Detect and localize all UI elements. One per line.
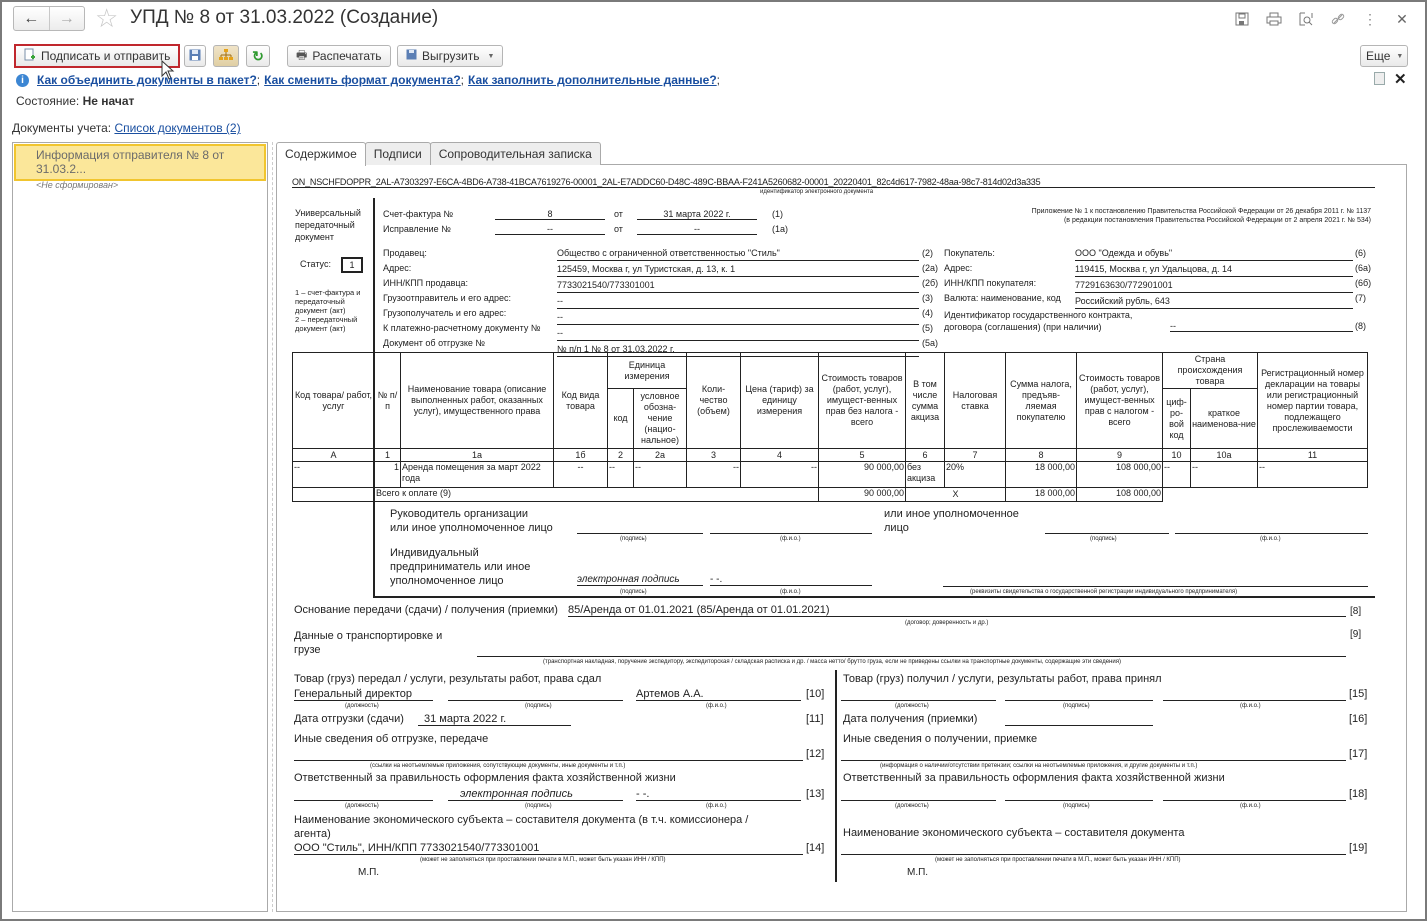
goods-table	[292, 352, 1368, 502]
resp-sign: электронная подпись	[448, 788, 623, 801]
ip-requisites-line	[943, 574, 1368, 587]
stamp-place: М.П.	[358, 867, 380, 878]
save-button[interactable]	[184, 45, 206, 67]
upd-label: Универсальный передаточный документ	[295, 208, 361, 242]
basis-value: 85/Аренда от 01.01.2021 (85/Аренда от 01.01.2021)	[568, 604, 1346, 617]
accountant-fio-line	[1175, 521, 1368, 534]
help-links: i Как объединить документы в пакет? ; Как сменить формат документа? ; Как заполнить дополнительные данные? ;	[16, 73, 724, 87]
buyer-values: ООО "Одежда и обувь" 119415, Москва г, ул Удальцова, д. 14 7729163630/772901001 Российский рубль, 643	[1075, 246, 1353, 310]
transfer-fio: Артемов А.А.	[636, 688, 801, 701]
window-actions	[1233, 10, 1411, 28]
entity-label: Наименование экономического субъекта – составителя документа (в т.ч. комиссионера / агента)	[294, 814, 749, 840]
table-row: -- 1 Аренда помещения за март 2022 года -- -- -- -- -- 90 000,00 без акциза 20% 18 000,00 108 000,00 -- -- --	[293, 462, 1368, 488]
header-qty: Коли-чество (объем)	[687, 353, 741, 449]
tab-cover-note[interactable]: Сопроводительная записка	[430, 142, 601, 165]
print-icon[interactable]	[1265, 10, 1283, 28]
appendix-note: Приложение № 1 к постановлению Правительства Российской Федерации от 26 декабря 2011 г. № 1137 (в редакции постановления Правительства Российской Федерации от 2 апреля 2021 г. № 534)	[1031, 208, 1371, 224]
correction-from: от	[614, 224, 623, 234]
total-cost-no-tax: 90 000,00	[819, 488, 906, 502]
link-icon[interactable]	[1329, 10, 1347, 28]
total-row	[293, 488, 1368, 502]
help-link-merge[interactable]: Как объединить документы в пакет?	[37, 73, 257, 87]
header-num: № п/п	[375, 353, 401, 449]
ship-date: 31 марта 2022 г.	[418, 713, 571, 726]
docs-list-link[interactable]: Список документов (2)	[114, 121, 241, 135]
disk-icon	[406, 49, 417, 63]
preview-icon[interactable]	[1297, 10, 1315, 28]
contract-value: --	[1170, 321, 1353, 332]
help-link-format[interactable]: Как сменить формат документа?	[264, 73, 461, 87]
total-excise: X	[906, 488, 1006, 502]
header-cost-no-tax: Стоимость товаров (работ, услуг), имущест-венных прав без налога - всего	[819, 353, 906, 449]
print-button[interactable]: 🖶 Распечатать	[287, 45, 391, 67]
status-badge: 1	[341, 257, 363, 273]
correction-date: --	[637, 224, 757, 235]
documents-list	[12, 142, 268, 912]
back-button[interactable]: ←	[23, 9, 40, 27]
ip-label: Индивидуальный предприниматель или иное уполномоченное лицо	[390, 547, 531, 587]
resp-fio: - -.	[636, 788, 801, 801]
help-link-fill[interactable]: Как заполнить дополнительные данные?	[468, 73, 717, 87]
export-button[interactable]: Выгрузить ▼	[397, 45, 503, 67]
refresh-button[interactable]	[246, 45, 270, 67]
star-icon[interactable]: ☆	[95, 3, 119, 33]
buyer-codes: (6) (6а) (6б) (7)	[1355, 248, 1372, 303]
transport-code: [9]	[1350, 629, 1362, 640]
invoice-label: Счет-фактура №	[383, 209, 454, 219]
forward-button[interactable]: →	[49, 7, 85, 30]
recv-entity-line	[841, 842, 1346, 855]
transport-label: Данные о транспортировке и грузе	[294, 630, 443, 656]
structure-button[interactable]	[213, 45, 239, 67]
correction-label: Исправление №	[383, 224, 451, 234]
list-item[interactable]: Информация отправителя № 8 от 31.03.2... <Не сформирован>	[14, 144, 266, 181]
invoice-number: 8	[495, 209, 605, 220]
nav-buttons	[13, 6, 85, 31]
info-icon: i	[16, 74, 29, 87]
center-divider	[835, 670, 837, 882]
more-button[interactable]: Еще ▼	[1360, 45, 1408, 67]
receive-fio-line	[1163, 688, 1346, 701]
recv-resp-position-line	[841, 788, 996, 801]
file-id-caption: идентификатор электронного документа	[760, 189, 874, 195]
receive-date-line	[1005, 713, 1153, 726]
ip-fio: - -.	[710, 574, 872, 586]
contract-code: (8)	[1355, 321, 1366, 331]
refresh-icon: ↻	[252, 47, 264, 64]
save-icon	[189, 49, 201, 64]
header-unit-name: условное обозна-чение (нацио-нальное)	[634, 389, 687, 449]
buyer-labels: Покупатель: Адрес: ИНН/КПП покупателя: Валюта: наименование, код	[944, 248, 1061, 303]
invoice-date: 31 марта 2022 г.	[637, 209, 757, 220]
receive-other-line	[841, 748, 1346, 761]
header-unit: Единица измерения	[608, 353, 687, 389]
close-icon[interactable]: ✕	[1396, 10, 1408, 27]
state-value: Не начат	[82, 94, 135, 108]
tab-signatures[interactable]: Подписи	[365, 142, 431, 165]
page-title: УПД № 8 от 31.03.2022 (Создание)	[130, 7, 439, 28]
ship-other-line	[294, 748, 803, 761]
status-note: 1 – счет-фактура и передаточный документ (акт) 2 – передаточный документ (акт)	[295, 288, 361, 333]
total-label: Всего к оплате (9)	[375, 488, 819, 502]
transfer-sign-line	[448, 688, 623, 701]
stamp-place-right: М.П.	[907, 867, 929, 878]
notes-icon[interactable]	[1374, 72, 1385, 85]
tab-content[interactable]: Содержимое	[276, 142, 366, 166]
hierarchy-icon	[219, 49, 233, 64]
close-help-icon[interactable]: ✕	[1394, 71, 1407, 88]
total-tax: 18 000,00	[1006, 488, 1077, 502]
header-country-name: краткое наименова-ние	[1191, 389, 1258, 449]
seller-labels: Продавец: Адрес: ИНН/КПП продавца: Грузоотправитель и его адрес: Грузополучатель и его адрес: К платежно-расчетному документу № Документ об отгрузке №	[383, 248, 541, 348]
invoice-from: от	[614, 209, 623, 219]
docs-row: Документы учета: Список документов (2)	[12, 121, 241, 135]
document-send-icon	[24, 48, 36, 64]
chevron-down-icon: ▼	[1396, 52, 1404, 60]
header-excise: В том числе сумма акциза	[906, 353, 945, 449]
file-id: ON_NSCHFDOPPR_2AL-A7303297-E6CA-4BD6-A738-41BCA7619276-00001_2AL-E7ADDC60-D48C-489C-BBAA-F241A5260682-00001_20220401_82c4d617-7982-48aa-98c7-814d02d3a335	[292, 177, 1375, 188]
basis-caption: (договор; доверенность и др.)	[905, 620, 989, 626]
state-row: Состояние: Не начат	[16, 94, 135, 108]
contract-label: Идентификатор государственного контракта, договора (соглашения) (при наличии)	[944, 310, 1133, 332]
header-name: Наименование товара (описание выполненных работ, оказанных услуг), имущественного права	[401, 353, 554, 449]
total-cost-tax: 108 000,00	[1077, 488, 1163, 502]
sign-and-send-button[interactable]: Подписать и отправить	[14, 44, 180, 68]
transfer-position: Генеральный директор	[294, 688, 433, 701]
head-sign-line	[577, 521, 703, 534]
seller-codes: (2) (2а) (2б) (3) (4) (5) (5а)	[922, 248, 939, 348]
header-country: Страна происхождения товара	[1163, 353, 1258, 389]
basis-code: [8]	[1350, 606, 1362, 617]
header-kind: Код вида товара	[554, 353, 608, 449]
receive-sign-line	[1005, 688, 1153, 701]
correction-code: (1а)	[772, 224, 789, 234]
accountant-sign-line	[1045, 521, 1169, 534]
entity-value: ООО "Стиль", ИНН/КПП 7733021540/773301001	[294, 842, 803, 855]
receive-position-line	[841, 688, 996, 701]
head-fio-line	[710, 521, 872, 534]
header-cost-tax: Стоимость товаров (работ, услуг), имущест-венных прав с налогом - всего	[1077, 353, 1163, 449]
splitter[interactable]	[272, 142, 273, 912]
header-country-code: циф-ро-вой код	[1163, 389, 1191, 449]
printer-icon: 🖶	[296, 47, 308, 62]
more-icon[interactable]: ⋮	[1363, 10, 1377, 27]
seller-values: Общество с ограниченной ответственностью "Стиль" 125459, Москва г, ул Туристская, д. 13, к. 1 7733021540/773301001 -- -- -- № п/п 1 № 8 от 31.03.2022 г.	[557, 246, 919, 358]
correction-number: --	[495, 224, 605, 235]
head-label: Руководитель организации или иное уполномоченное лицо	[390, 508, 553, 534]
header-price: Цена (тариф) за единицу измерения	[741, 353, 819, 449]
column-numbers-row: А 1 1а 1б 2 2а 3 4 5 6 7 8 9 10 10а 11	[293, 449, 1368, 462]
invoice-code: (1)	[772, 209, 783, 219]
basis-label: Основание передачи (сдачи) / получения (приемки)	[294, 604, 558, 616]
signatures-bottom-border	[373, 596, 1375, 598]
save-icon[interactable]	[1233, 10, 1251, 28]
resp-position-line	[294, 788, 433, 801]
transport-line	[477, 644, 1346, 657]
header-rate: Налоговая ставка	[945, 353, 1006, 449]
header-tax: Сумма налога, предъяв-ляемая покупателю	[1006, 353, 1077, 449]
header-code: Код товара/ работ, услуг	[293, 353, 375, 449]
status-label: Статус:	[300, 259, 331, 269]
recv-resp-fio-line	[1163, 788, 1346, 801]
transport-caption: (транспортная накладная, поручение экспедитору, экспедиторская / складская расписка и др. / масса нетто/ брутто груза, если не приведены ссылки на транспортные документы, содержащие эти сведения)	[543, 659, 1121, 665]
header-reg: Регистрационный номер декларации на товары или регистрационный номер партии товара, подлежащего прослеживаемости	[1258, 353, 1368, 449]
recv-resp-sign-line	[1005, 788, 1153, 801]
ip-sign: электронная подпись	[577, 574, 703, 586]
accountant-label: или иное уполномоченное лицо	[884, 508, 1019, 534]
header-unit-code: код	[608, 389, 634, 449]
chevron-down-icon: ▼	[487, 52, 495, 60]
tab-bar	[276, 142, 600, 165]
